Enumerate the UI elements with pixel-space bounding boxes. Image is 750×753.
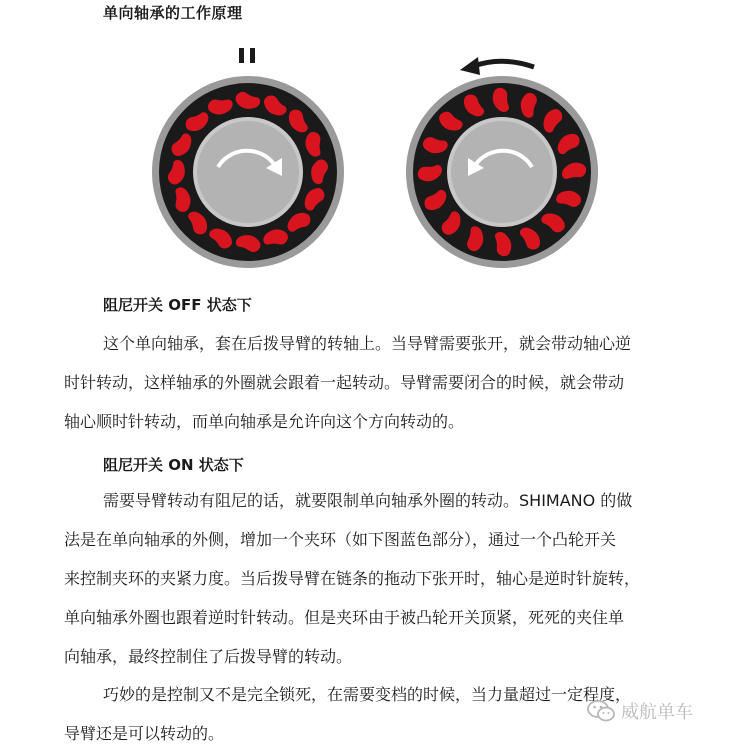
paragraph-line: 单向轴承外圈也跟着逆时针转动。但是夹环由于被凸轮开关顶紧，死死的夹住单 (64, 608, 625, 627)
paragraph-line: 导臂还是可以转动的。 (64, 724, 225, 743)
counterclockwise-arrow (474, 61, 534, 67)
bearing-diagram-off (148, 40, 348, 275)
wechat-icon (587, 699, 615, 723)
page-title: 单向轴承的工作原理 (103, 4, 243, 22)
paragraph-line: 轴心顺时针转动，而单向轴承是允许向这个方向转动的。 (64, 412, 465, 431)
paragraph-line: 这个单向轴承，套在后拨导臂的转轴上。当导臂需要张开，就会带动轴心逆 (103, 334, 632, 353)
watermark (587, 698, 693, 724)
pause-icon (239, 48, 255, 63)
section-heading-off: 阻尼开关 OFF 状态下 (103, 296, 252, 314)
paragraph-line: 需要导臂转动有阻尼的话，就要限制单向轴承外圈的转动。SHIMANO 的做 (103, 491, 633, 510)
shaft (197, 121, 299, 223)
counterclockwise-arrowhead (460, 57, 480, 75)
paragraph-line: 时针转动，这样轴承的外圈就会跟着一起转动。导臂需要闭合的时候，就会带动 (64, 373, 625, 392)
paragraph-line: 法是在单向轴承的外侧，增加一个夹环（如下图蓝色部分），通过一个凸轮开关 (64, 530, 617, 549)
paragraph-line: 来控制夹环的夹紧力度。当后拨导臂在链条的拖动下张开时，轴心是逆时针旋转， (64, 569, 641, 588)
bearing-diagram-on (402, 40, 602, 275)
section-heading-on: 阻尼开关 ON 状态下 (103, 456, 244, 474)
paragraph-on-1 (64, 481, 684, 676)
watermark-text: 威航单车 (621, 702, 693, 723)
paragraph-line: 巧妙的是控制又不是完全锁死，在需要变档的时候，当力量超过一定程度， (103, 685, 632, 704)
paragraph-off (64, 324, 684, 441)
shaft (451, 121, 553, 223)
paragraph-line: 向轴承，最终控制住了后拨导臂的转动。 (64, 647, 353, 666)
